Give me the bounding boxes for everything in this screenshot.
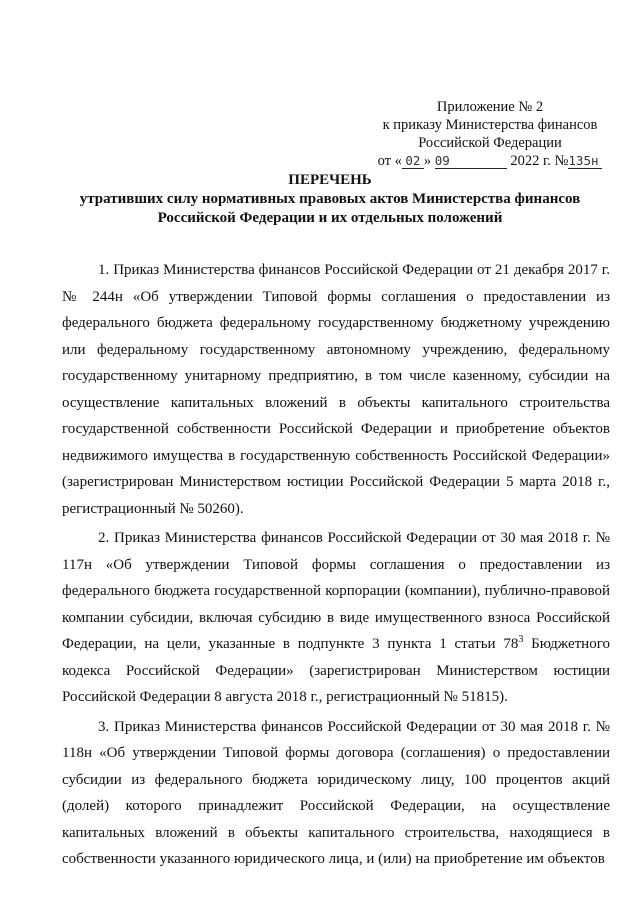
appendix-date-line [370, 152, 610, 170]
date-day: 02 [405, 153, 421, 168]
list-subtitle-line1: утративших силу нормативных правовых актов Министерства финансов [79, 191, 581, 207]
list-subtitle-line2: Российской Федерации и их отдельных положений [157, 210, 503, 226]
list-item-2 [62, 525, 610, 711]
date-month: 09 [434, 153, 450, 168]
date-number-blank [568, 154, 602, 169]
appendix-block [370, 98, 610, 170]
appendix-ministry: Российской Федерации [418, 135, 562, 151]
date-prefix: от « [377, 153, 402, 169]
date-month-blank [435, 154, 507, 169]
document-body [62, 257, 610, 876]
superscript: 3 [518, 634, 524, 645]
date-number: 135н [568, 153, 599, 168]
date-mid: » [423, 153, 432, 169]
date-day-blank [402, 154, 424, 169]
appendix-order-ref: к приказу Министерства финансов [382, 117, 598, 133]
list-heading: ПЕРЕЧЕНЬ [288, 172, 372, 188]
list-item-2-text: 2. Приказ Министерства финансов Российской Федерации от 30 мая 2018 г. № 117н «Об утверждении Типовой формы соглашения о предоставлении из федерального бюджета государственной корпорации (компании), публично-правовой компании субсидии, включая субсидию в виде имущественного взноса Российской Федерации, на цели, указанные в подпункте 3 пункта 1 статьи 78 [62, 530, 610, 652]
appendix-title: Приложение № 2 [436, 99, 544, 115]
list-item-3: 3. Приказ Министерства финансов Российской Федерации от 30 мая 2018 г. № 118н «Об утверждении Типовой формы договора (соглашения) о предоставлении субсидии из федерального бюджета юридическому лицу, 100 процентов акций (долей) которого принадлежит Российской Федерации, на осуществление капитальных вложений в объекты капитального строительства, находящиеся в собственности указанного юридического лица, и (или) на приобретение им объектов [62, 718, 610, 867]
list-item-2-text-end: Бюджетного кодекса Российской Федерации» (зарегистрирован Министерством юстиции Российской Федерации 8 августа 2018 г., регистрационный № 51815). [62, 636, 610, 705]
list-item-1: 1. Приказ Министерства финансов Российской Федерации от 21 декабря 2017 г. № 244н «Об утверждении Типовой формы соглашения о предоставлении из федерального бюджета федеральному государственному бюджетному учреждению или федеральному государственному автономному учреждению, федеральному государственному унитарному предприятию, в том числе казенному, субсидии на осуществление капитальных вложений в объекты капитального строительства государственной собственности Российской Федерации и приобретение объектов недвижимого имущества в государственную собственность Российской Федерации» (зарегистрирован Министерством юстиции Российской Федерации 5 марта 2018 г., регистрационный № 50260). [62, 262, 610, 517]
date-year: 2022 г. № [510, 153, 569, 169]
